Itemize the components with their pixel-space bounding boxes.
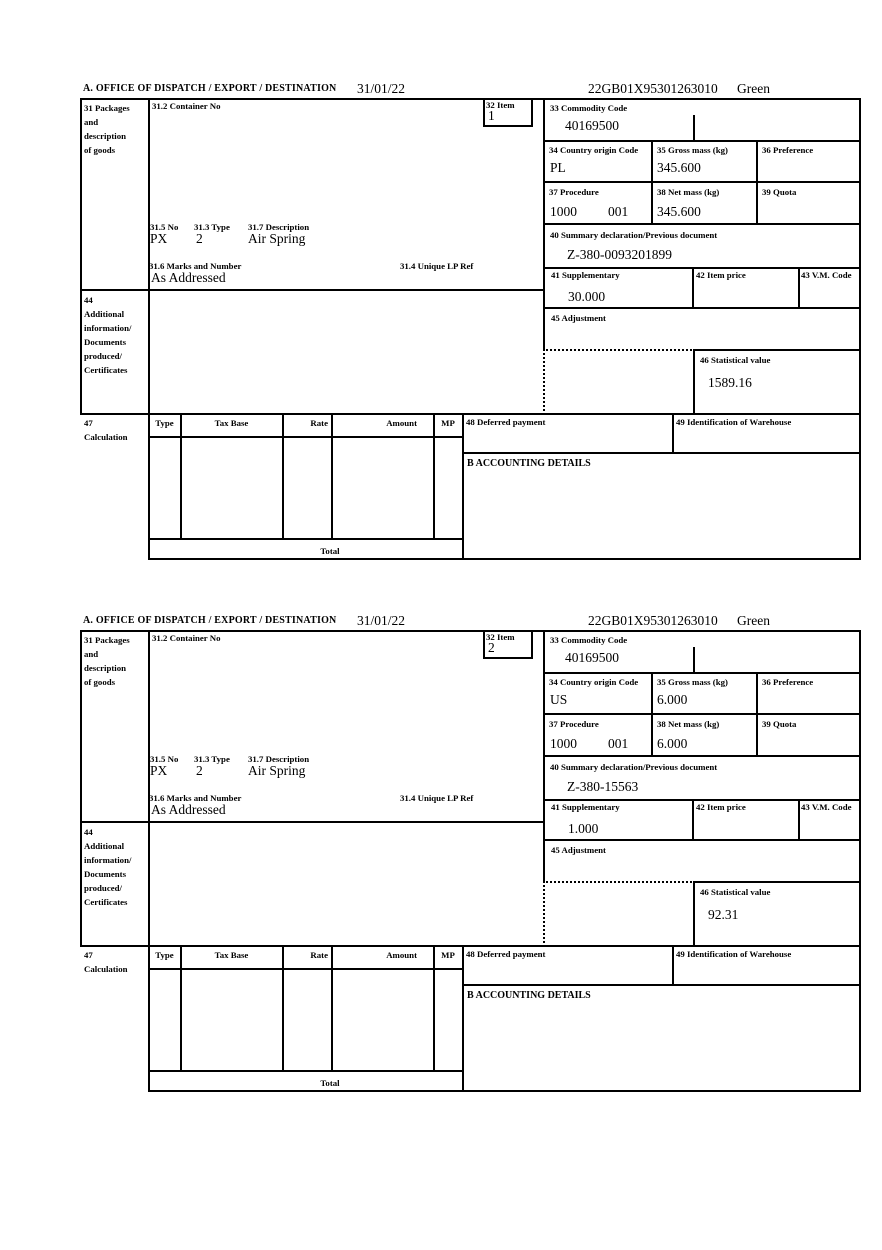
movement-reference-number: 22GB01X95301263010 [588,81,718,96]
declaration-date: 31/01/22 [357,613,406,628]
bottom-border-line [148,558,861,560]
box47-label: 47 [84,950,93,960]
procedure-extra-value: 001 [608,736,629,751]
dispatch-office-header: A. OFFICE OF DISPATCH / EXPORT / DESTINATION [83,615,337,626]
item-number-value: 2 [488,640,495,655]
calc-header-mp: MP [441,418,455,428]
left-border-line [80,98,82,415]
grid-line [798,799,800,841]
quota-label: 39 Quota [762,187,797,197]
grid-line [148,968,464,970]
grid-line [672,945,674,986]
right-border-line [859,98,861,560]
bottom-border-line [148,1090,861,1092]
statistical-value-label: 46 Statistical value [700,355,771,365]
grid-line [692,799,694,841]
previous-document-value: Z-380-15563 [567,779,639,794]
preference-label: 36 Preference [762,145,814,155]
grid-line [462,984,861,986]
grid-line [543,672,861,674]
grid-line [180,413,182,540]
country-origin-label: 34 Country origin Code [549,677,639,687]
description-label: 31.7 Description [248,754,310,764]
grid-line [692,267,694,309]
grid-line [693,647,695,672]
marks-value: As Addressed [151,270,226,285]
box44-label: Additional [84,309,125,319]
package-type-label: 31.3 Type [194,754,230,764]
calc-header-mp: MP [441,950,455,960]
package-no-label: 31.5 No [150,754,179,764]
dispatch-office-header: A. OFFICE OF DISPATCH / EXPORT / DESTINATION [83,83,337,94]
grid-line [543,140,861,142]
grid-line [543,307,861,309]
grid-line [148,436,464,438]
preference-label: 36 Preference [762,677,814,687]
supplementary-value: 1.000 [568,821,599,836]
statistical-value: 1589.16 [708,375,752,390]
deferred-payment-label: 48 Deferred payment [466,949,546,959]
box31-label: 31 Packages [84,635,130,645]
gross-mass-label: 35 Gross mass (kg) [657,145,728,155]
country-origin-label: 34 Country origin Code [549,145,639,155]
net-mass-value: 6.000 [657,736,688,751]
top-border-line [80,630,861,632]
marks-label: 31.6 Marks and Number [149,261,242,271]
grid-line [693,881,695,947]
net-mass-label: 38 Net mass (kg) [657,187,720,197]
calc-header-type: Type [155,418,174,428]
accounting-details-label: B ACCOUNTING DETAILS [467,458,591,469]
grid-line [483,125,533,127]
grid-line [180,945,182,1072]
statistical-value: 92.31 [708,907,739,922]
grid-line [80,945,861,947]
grid-line [148,538,464,540]
item-label: 32 Item [486,632,515,642]
previous-document-label: 40 Summary declaration/Previous document [550,762,718,772]
commodity-code-value: 40169500 [565,118,619,133]
gross-mass-label: 35 Gross mass (kg) [657,677,728,687]
box47-label: Calculation [84,964,128,974]
previous-document-label: 40 Summary declaration/Previous document [550,230,718,240]
calc-header-tax-base: Tax Base [214,418,249,428]
box44-label: Certificates [84,897,128,907]
calc-header-amount: Amount [386,418,417,428]
box44-label: produced/ [84,351,122,361]
routing-status: Green [737,613,770,628]
supplementary-label: 41 Supplementary [551,270,620,280]
item-number-value: 1 [488,108,495,123]
box44-label: information/ [84,323,132,333]
calc-total-label: Total [320,546,340,556]
statistical-value-label: 46 Statistical value [700,887,771,897]
unique-lp-ref-label: 31.4 Unique LP Ref [400,261,474,271]
movement-reference-number: 22GB01X95301263010 [588,613,718,628]
package-type-label: 31.3 Type [194,222,230,232]
procedure-value: 1000 [550,736,577,751]
grid-line [433,413,435,540]
commodity-code-label: 33 Commodity Code [550,103,628,113]
calc-header-tax-base: Tax Base [214,950,249,960]
package-type-value: 2 [196,763,203,778]
calc-total-label: Total [320,1078,340,1088]
warehouse-id-label: 49 Identification of Warehouse [676,949,792,959]
left-border-line [80,630,82,947]
grid-line [543,181,861,183]
declaration-date: 31/01/22 [357,81,406,96]
grid-line [672,413,674,454]
grid-line [543,267,861,269]
commodity-code-label: 33 Commodity Code [550,635,628,645]
previous-document-value: Z-380-0093201899 [567,247,672,262]
grid-line [331,413,333,540]
declaration-item-section [80,613,862,1093]
goods-description-value: Air Spring [248,763,306,778]
grid-line [693,881,861,883]
box31-label: and [84,117,99,127]
commodity-code-value: 40169500 [565,650,619,665]
calc-header-type: Type [155,950,174,960]
warehouse-id-label: 49 Identification of Warehouse [676,417,792,427]
unique-lp-ref-label: 31.4 Unique LP Ref [400,793,474,803]
adjustment-label: 45 Adjustment [551,313,606,323]
gross-mass-value: 345.600 [657,160,701,175]
package-no-value: PX [150,231,168,246]
package-no-value: PX [150,763,168,778]
grid-line [282,945,284,1072]
routing-status: Green [737,81,770,96]
net-mass-value: 345.600 [657,204,701,219]
grid-line [693,115,695,140]
dotted-divider-vertical [543,881,545,947]
accounting-details-label: B ACCOUNTING DETAILS [467,990,591,1001]
grid-line [483,98,485,127]
box47-label: Calculation [84,432,128,442]
grid-line [798,267,800,309]
package-type-value: 2 [196,231,203,246]
calc-header-rate: Rate [310,950,328,960]
item-label: 32 Item [486,100,515,110]
goods-description-value: Air Spring [248,231,306,246]
adjustment-label: 45 Adjustment [551,845,606,855]
dotted-divider-horizontal [543,881,695,883]
net-mass-label: 38 Net mass (kg) [657,719,720,729]
grid-line [483,630,485,659]
grid-line [483,657,533,659]
box44-label: 44 [84,827,93,837]
grid-line [531,630,533,659]
grid-line [543,839,861,841]
label-column-divider [148,630,150,1092]
vm-code-label: 43 V.M. Code [801,270,852,280]
grid-line [543,713,861,715]
grid-line [282,413,284,540]
form-grid [80,98,861,560]
country-origin-value: PL [550,160,566,175]
grid-line [693,349,695,415]
box47-label: 47 [84,418,93,428]
grid-line [531,98,533,127]
grid-line [693,349,861,351]
declaration-item-section [80,81,862,561]
procedure-label: 37 Procedure [549,719,599,729]
box31-label: 31 Packages [84,103,130,113]
box44-label: Documents [84,869,127,879]
grid-line [80,821,545,823]
grid-line [433,945,435,1072]
right-border-line [859,630,861,1092]
dotted-divider-horizontal [543,349,695,351]
container-no-label: 31.2 Container No [152,101,221,111]
grid-line [331,945,333,1072]
grid-line [543,799,861,801]
country-origin-value: US [550,692,568,707]
container-no-label: 31.2 Container No [152,633,221,643]
package-no-label: 31.5 No [150,222,179,232]
box31-label: description [84,663,127,673]
box44-label: produced/ [84,883,122,893]
form-grid [80,630,861,1092]
dotted-divider-vertical [543,349,545,415]
description-label: 31.7 Description [248,222,310,232]
grid-line [148,1070,464,1072]
box31-label: description [84,131,127,141]
grid-line [543,223,861,225]
procedure-value: 1000 [550,204,577,219]
supplementary-label: 41 Supplementary [551,802,620,812]
procedure-extra-value: 001 [608,204,629,219]
deferred-payment-label: 48 Deferred payment [466,417,546,427]
grid-line [80,413,861,415]
supplementary-value: 30.000 [568,289,606,304]
vm-code-label: 43 V.M. Code [801,802,852,812]
grid-line [80,289,545,291]
marks-label: 31.6 Marks and Number [149,793,242,803]
item-price-label: 42 Item price [696,802,746,812]
calc-header-amount: Amount [386,950,417,960]
box31-label: and [84,649,99,659]
box31-label: of goods [84,677,116,687]
grid-line [462,452,861,454]
grid-line [543,755,861,757]
box44-label: information/ [84,855,132,865]
box44-label: 44 [84,295,93,305]
box31-label: of goods [84,145,116,155]
box44-label: Documents [84,337,127,347]
gross-mass-value: 6.000 [657,692,688,707]
marks-value: As Addressed [151,802,226,817]
top-border-line [80,98,861,100]
item-price-label: 42 Item price [696,270,746,280]
procedure-label: 37 Procedure [549,187,599,197]
label-column-divider [148,98,150,560]
calc-header-rate: Rate [310,418,328,428]
quota-label: 39 Quota [762,719,797,729]
box44-label: Certificates [84,365,128,375]
box44-label: Additional [84,841,125,851]
